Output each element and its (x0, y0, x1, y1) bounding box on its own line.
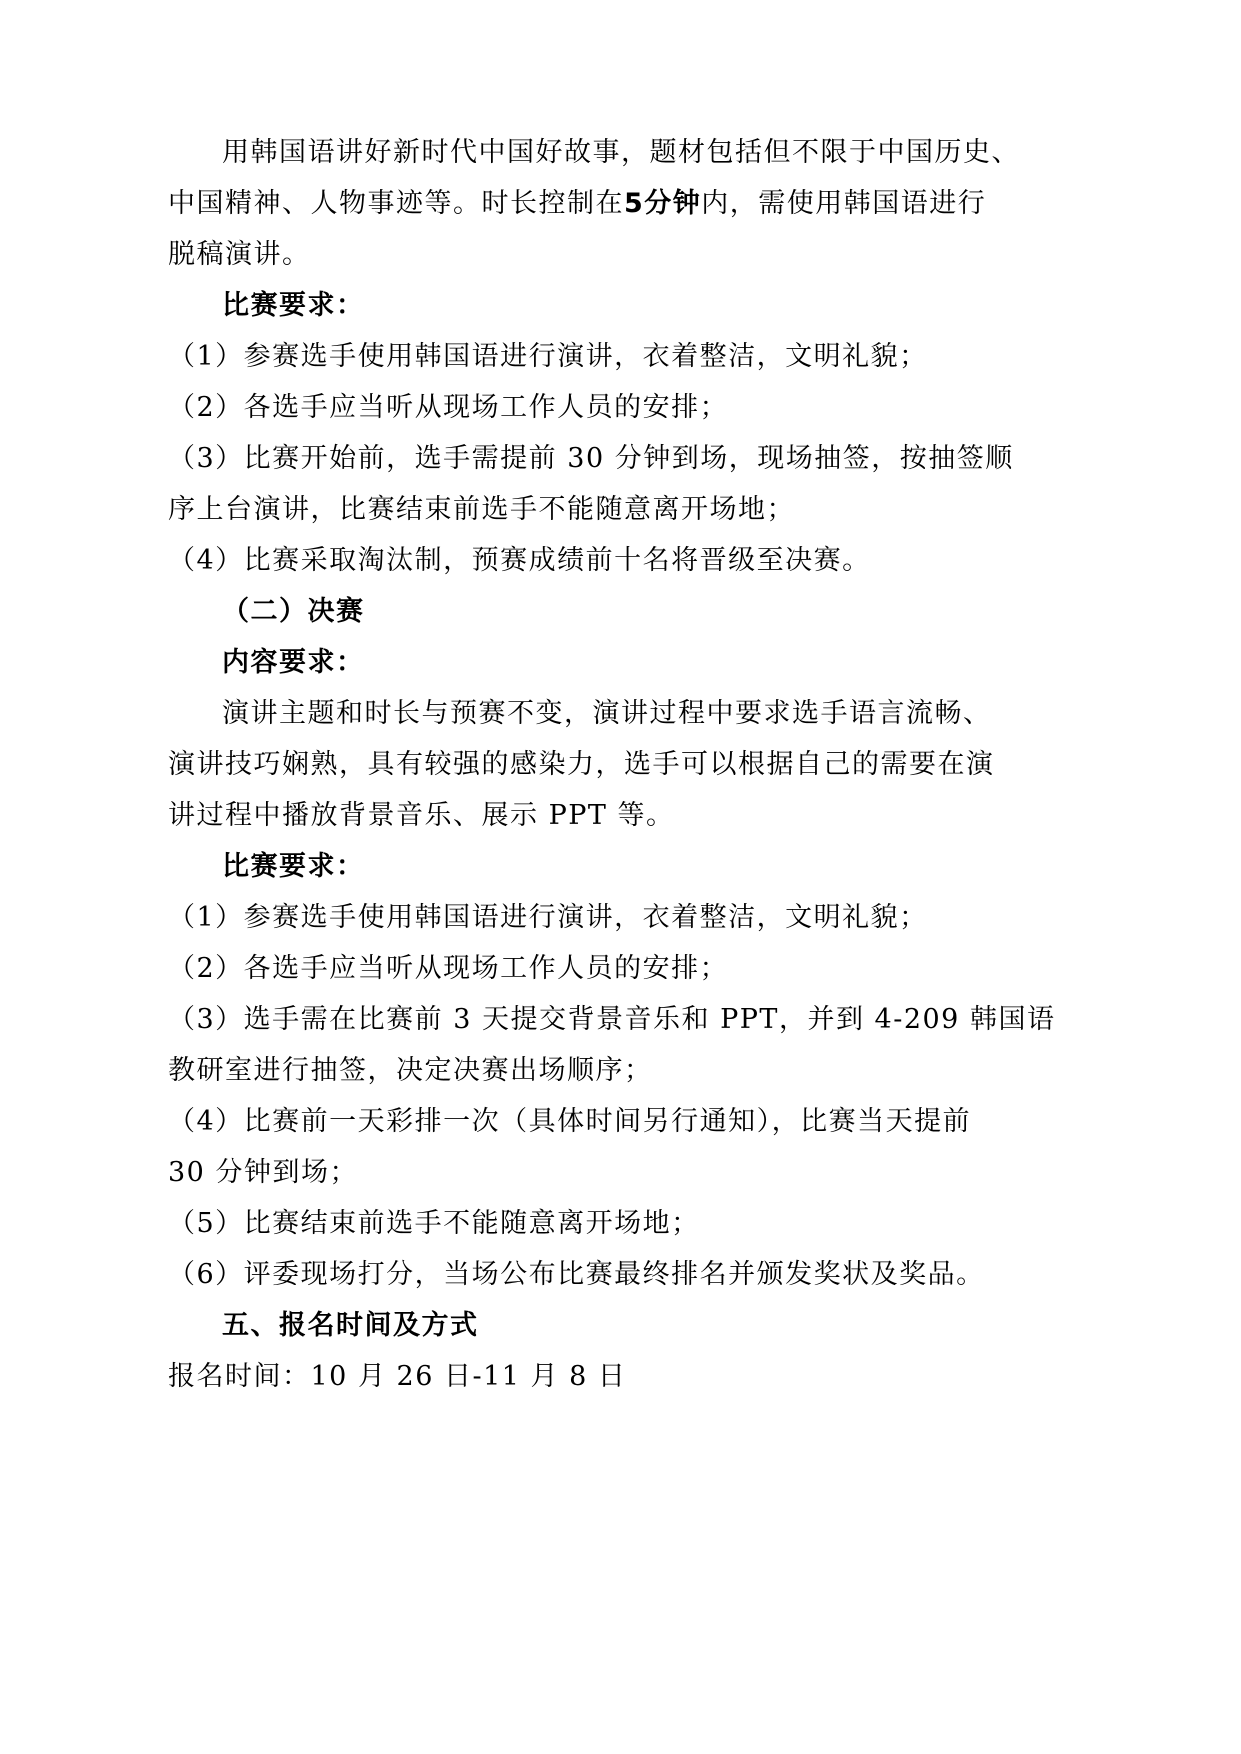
intro-line-3: 脱稿演讲。 (168, 239, 311, 270)
prelim-requirement-item: 序上台演讲，比赛结束前选手不能随意离开场地； (168, 494, 795, 525)
final-requirement-item: （1）参赛选手使用韩国语进行演讲，衣着整洁，文明礼貌； (168, 902, 928, 933)
final-requirement-item: （2）各选手应当听从现场工作人员的安排； (168, 953, 729, 984)
final-requirement-item: （5）比赛结束前选手不能随意离开场地； (168, 1208, 700, 1239)
prelim-requirement-item: （3）比赛开始前，选手需提前 30 分钟到场，现场抽签，按抽签顺 (168, 443, 1014, 474)
final-heading: （二）决赛 (222, 596, 365, 627)
intro-line-1: 用韩国语讲好新时代中国好故事，题材包括但不限于中国历史、 (222, 137, 1020, 168)
final-content-line: 演讲技巧娴熟，具有较强的感染力，选手可以根据自己的需要在演 (168, 749, 995, 780)
final-requirement-item: （3）选手需在比赛前 3 天提交背景音乐和 PPT，并到 4-209 韩国语 (168, 1004, 1056, 1035)
final-content-line: 演讲主题和时长与预赛不变，演讲过程中要求选手语言流畅、 (222, 698, 992, 729)
intro-duration: 5分钟 (624, 188, 702, 219)
final-content-heading: 内容要求： (222, 647, 365, 678)
prelim-requirement-item: （4）比赛采取淘汰制，预赛成绩前十名将晋级至决赛。 (168, 545, 871, 576)
intro-line-2 (168, 187, 986, 221)
final-requirement-item: 教研室进行抽签，决定决赛出场顺序； (168, 1055, 653, 1086)
final-requirement-item: 30 分钟到场； (168, 1157, 358, 1188)
final-content-line: 讲过程中播放背景音乐、展示 PPT 等。 (168, 800, 675, 831)
final-requirement-item: （4）比赛前一天彩排一次（具体时间另行通知），比赛当天提前 (168, 1106, 972, 1137)
prelim-requirement-item: （2）各选手应当听从现场工作人员的安排； (168, 392, 729, 423)
registration-time: 报名时间：10 月 26 日-11 月 8 日 (168, 1361, 627, 1392)
final-requirements-heading: 比赛要求： (222, 851, 365, 882)
intro-line-2c: 内，需使用韩国语进行 (701, 188, 987, 219)
prelim-requirement-item: （1）参赛选手使用韩国语进行演讲，衣着整洁，文明礼貌； (168, 341, 928, 372)
final-requirement-item: （6）评委现场打分，当场公布比赛最终排名并颁发奖状及奖品。 (168, 1259, 985, 1290)
prelim-requirements-heading: 比赛要求： (222, 290, 365, 321)
registration-heading: 五、报名时间及方式 (222, 1310, 479, 1341)
intro-line-2a: 中国精神、人物事迹等。时长控制在 (168, 188, 624, 219)
